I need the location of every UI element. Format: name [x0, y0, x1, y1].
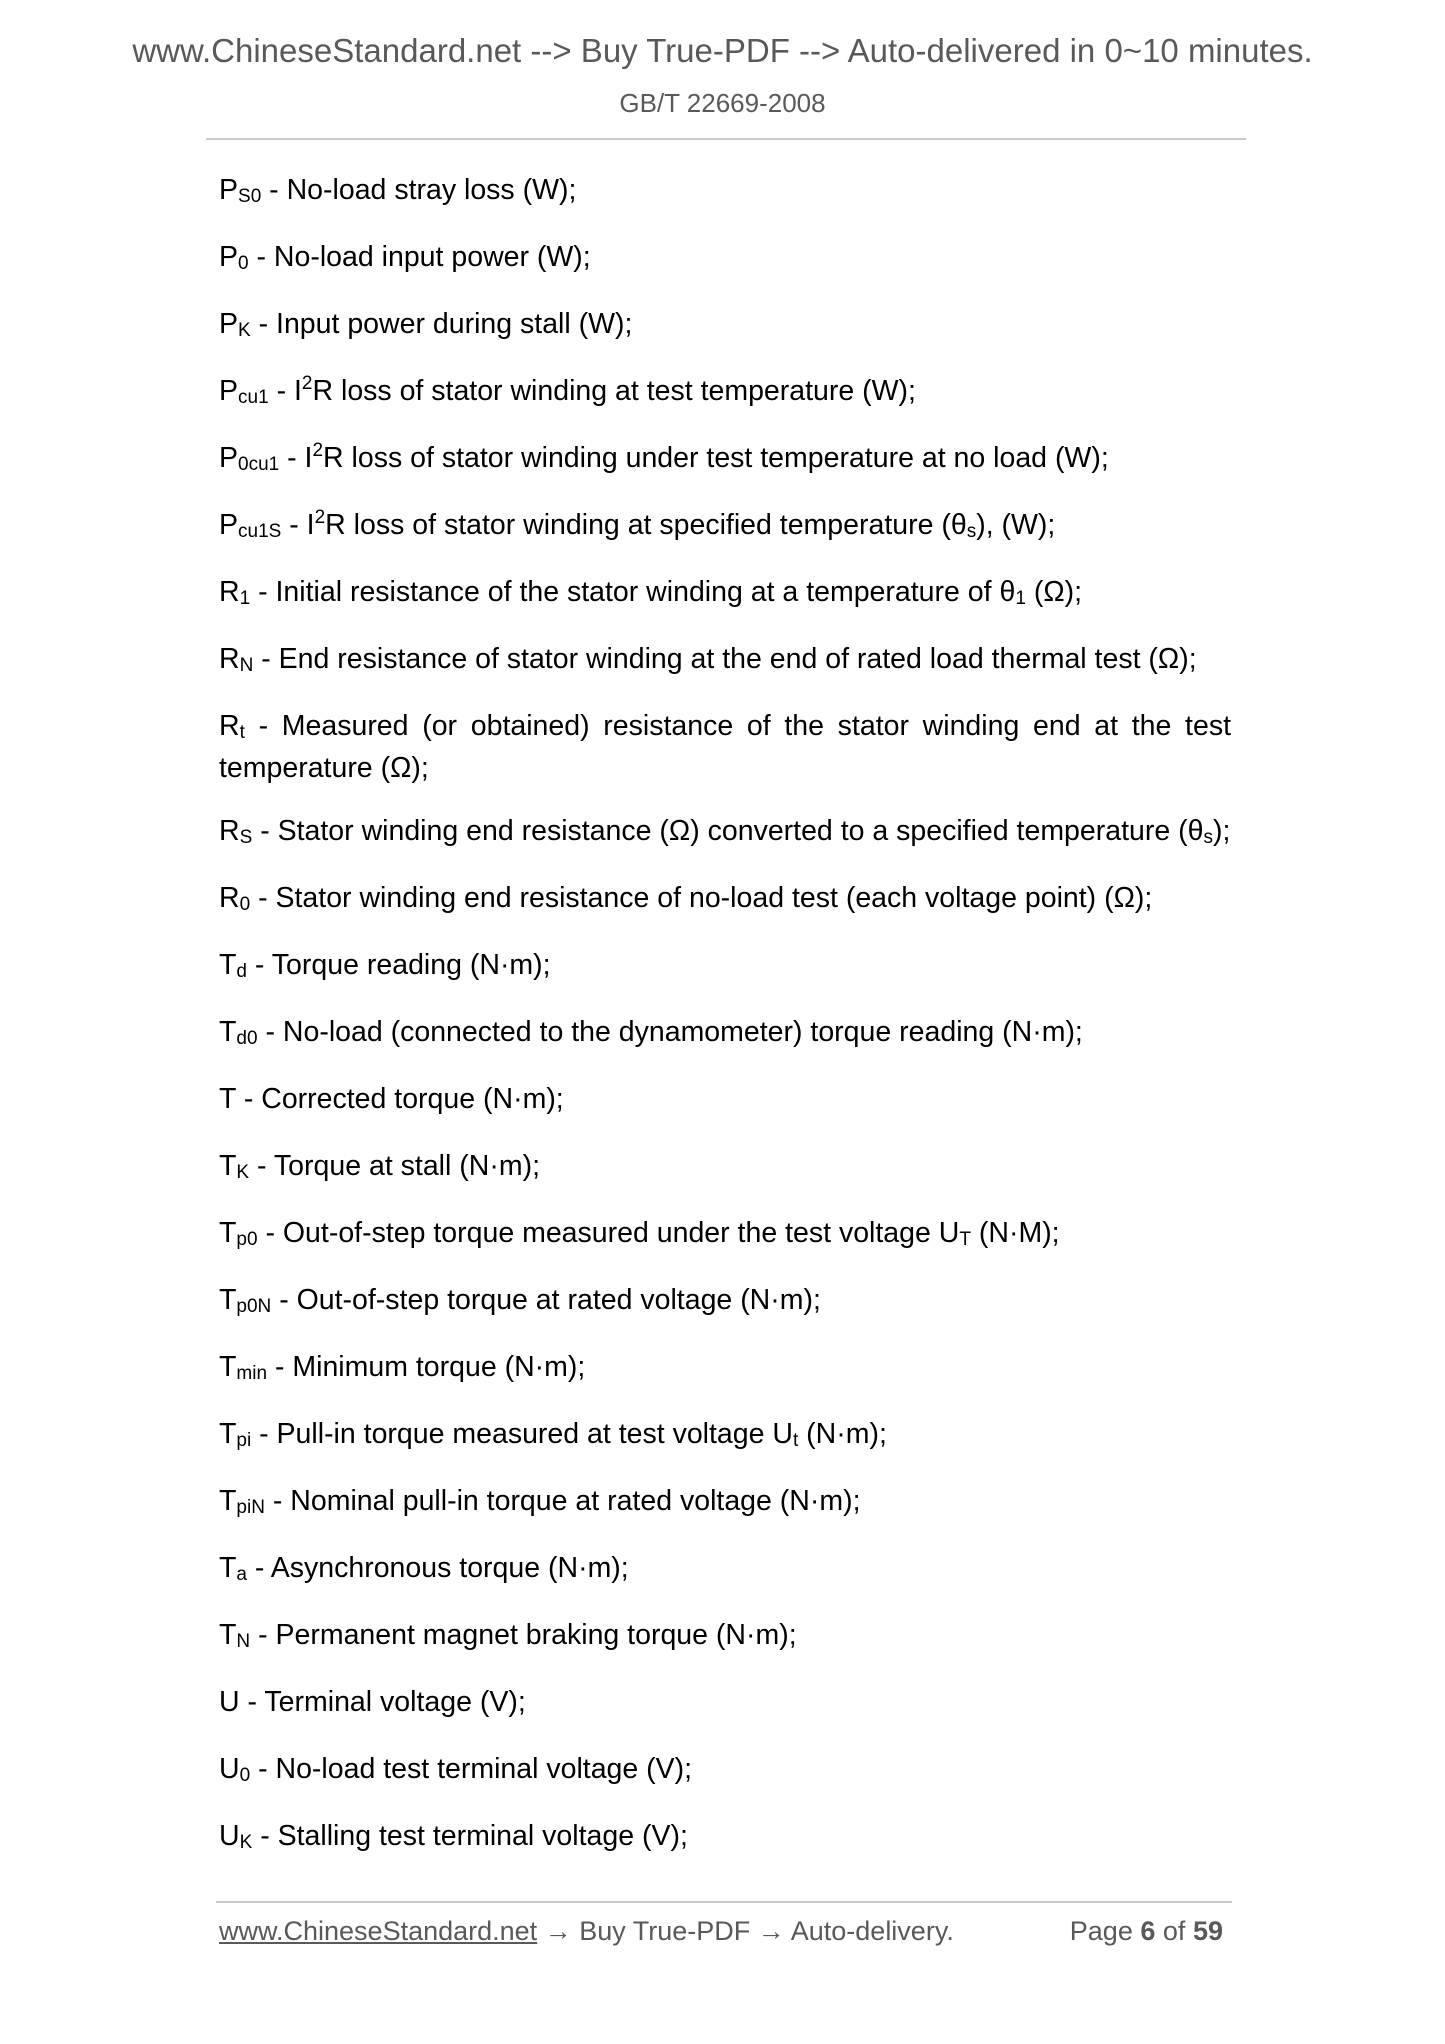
- page-indicator: Page 6 of 59: [1069, 1916, 1223, 1946]
- list-item: Rt - Measured (or obtained) resistance of the stator winding end at the test temperature (Ω);: [219, 710, 1231, 784]
- footer-promo: www.ChineseStandard.net → Buy True-PDF → Auto-delivery.: [219, 1916, 954, 1946]
- list-item: UK - Stalling test terminal voltage (V);: [219, 1820, 688, 1853]
- total-pages: 59: [1192, 1916, 1223, 1946]
- list-item: Ta - Asynchronous torque (N·m);: [219, 1552, 629, 1585]
- list-item: RN - End resistance of stator winding at the end of rated load thermal test (Ω);: [219, 643, 1197, 676]
- list-item: PK - Input power during stall (W);: [219, 308, 633, 341]
- list-item: $Pcu1 - I^2R$ loss of stator winding at test temperature (W);: [219, 373, 916, 408]
- footer-divider: [216, 1901, 1232, 1903]
- list-item: TpiN - Nominal pull-in torque at rated voltage (N·m);: [219, 1485, 861, 1518]
- list-item: T - Corrected torque (N·m);: [219, 1083, 564, 1115]
- list-item: R1 - Initial resistance of the stator winding at a temperature of θ1 (Ω);: [219, 576, 1083, 609]
- current-page: 6: [1140, 1916, 1156, 1946]
- list-item: Tp0 - Out-of-step torque measured under the test voltage UT (N·M);: [219, 1217, 1060, 1250]
- list-item: Tmin - Minimum torque (N·m);: [219, 1351, 586, 1384]
- header-banner: www.ChineseStandard.net --> Buy True-PDF --> Auto-delivered in 0~10 minutes.: [132, 32, 1313, 69]
- list-item: U - Terminal voltage (V);: [219, 1686, 526, 1718]
- list-item: Tpi - Pull-in torque measured at test voltage Ut (N·m);: [219, 1418, 887, 1451]
- list-item: R0 - Stator winding end resistance of no-load test (each voltage point) (Ω);: [219, 882, 1153, 915]
- list-item: TN - Permanent magnet braking torque (N·m);: [219, 1619, 797, 1652]
- footer-link[interactable]: www.ChineseStandard.net: [219, 1916, 538, 1946]
- list-item: Tp0N - Out-of-step torque at rated voltage (N·m);: [219, 1284, 821, 1317]
- standard-number: GB/T 22669-2008: [619, 88, 826, 118]
- list-item: $Pcu1S - I^2R$ loss of stator winding at specified temperature (θs), (W);: [219, 507, 1056, 542]
- list-item: PS0 - No-load stray loss (W);: [219, 174, 577, 207]
- list-item: $P0cu1 - I^2R$ loss of stator winding under test temperature at no load (W);: [219, 440, 1109, 475]
- list-item: TK - Torque at stall (N·m);: [219, 1150, 540, 1183]
- list-item: Td - Torque reading (N·m);: [219, 949, 551, 982]
- header-divider: [206, 138, 1246, 140]
- list-item: Td0 - No-load (connected to the dynamometer) torque reading (N·m);: [219, 1016, 1083, 1049]
- list-item: P0 - No-load input power (W);: [219, 241, 591, 274]
- list-item: RS - Stator winding end resistance (Ω) converted to a specified temperature (θs);: [219, 815, 1231, 848]
- list-item: U0 - No-load test terminal voltage (V);: [219, 1753, 693, 1786]
